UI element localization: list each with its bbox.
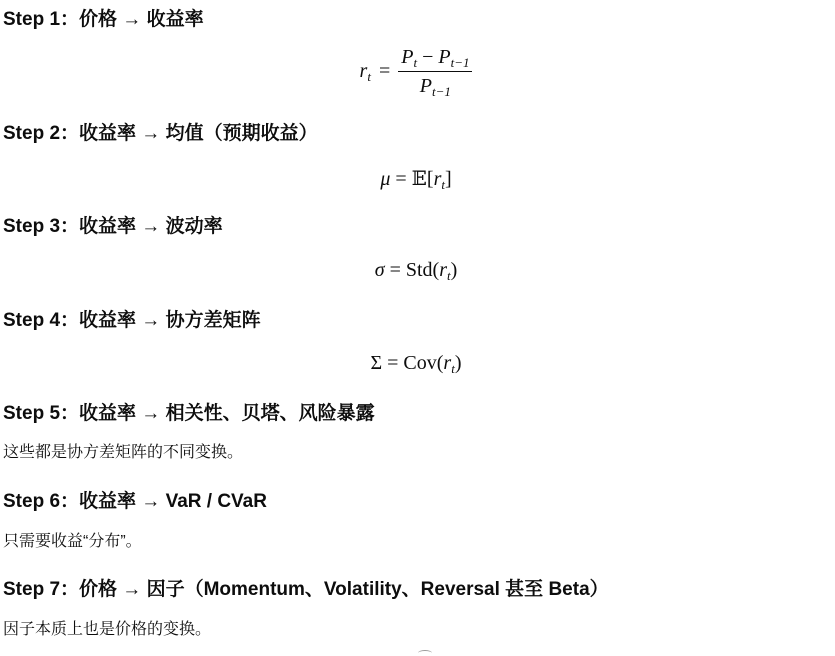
mean-formula: $\mu = 𝔼[r_t]$ <box>380 166 452 192</box>
step-7-heading: Step 7：价格 → 因子（Momentum、Volatility、Reversal 甚至 Beta） <box>3 579 609 600</box>
returns-fraction <box>398 45 472 98</box>
fraction-numerator: $P_t - P_{t-1}$ <box>398 45 472 72</box>
cut-off-content-edge <box>418 650 432 656</box>
step-2-heading: Step 2：收益率 → 均值（预期收益） <box>3 123 318 144</box>
step-7-note: 因子本质上也是价格的变换。 <box>3 621 212 638</box>
step-3-heading: Step 3：收益率 → 波动率 <box>3 216 223 237</box>
step-6-note: 只需要收益“分布”。 <box>3 533 142 550</box>
returns-formula: $r_t$ = $\frac{P_t - P_{t-1}}{P_{t-1}}$ <box>3 45 829 105</box>
step-5-note: 这些都是协方差矩阵的不同变换。 <box>3 444 244 461</box>
step-1-heading: Step 1：价格 → 收益率 <box>3 9 204 30</box>
step-4-heading: Step 4：收益率 → 协方差矩阵 <box>3 310 261 331</box>
step-5-heading: Step 5：收益率 → 相关性、贝塔、风险暴露 <box>3 403 375 424</box>
volatility-formula: $\sigma = Std(r_t)$ <box>374 259 458 283</box>
fraction-denominator: $P_{t-1}$ <box>419 75 451 99</box>
step-6-heading: Step 6：收益率 → VaR / CVaR <box>3 491 267 512</box>
covariance-formula: $\Sigma = Cov(r_t)$ <box>370 352 462 376</box>
